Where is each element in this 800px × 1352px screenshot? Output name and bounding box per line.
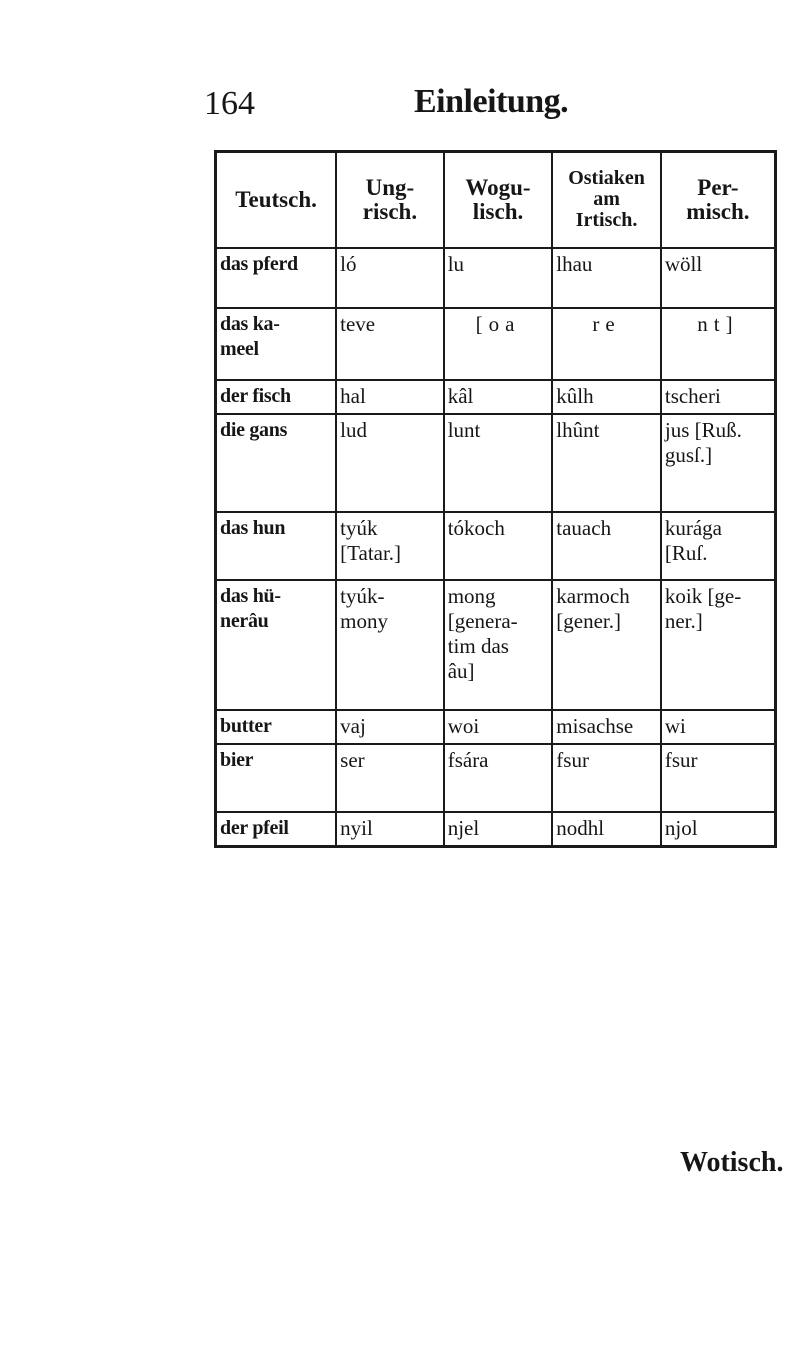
- cell-wogulisch: tókoch: [444, 512, 553, 580]
- cell-ungrisch: hal: [336, 380, 444, 414]
- vocabulary-table: [214, 150, 777, 848]
- cell-german: der fisch: [216, 380, 337, 414]
- running-head: Einleitung.: [414, 83, 569, 120]
- cell-ungrisch: tyúk [Tatar.]: [336, 512, 444, 580]
- header-wogulisch: [444, 152, 553, 248]
- cell-ungrisch: tyúk- mony: [336, 580, 444, 710]
- table-row: [216, 512, 776, 580]
- table-row: [216, 248, 776, 308]
- cell-german: bier: [216, 744, 337, 812]
- cell-wogulisch: [oa: [444, 308, 553, 380]
- cell-wogulisch: njel: [444, 812, 553, 847]
- cell-ungrisch: teve: [336, 308, 444, 380]
- table-row: [216, 380, 776, 414]
- header-teutsch: [216, 152, 337, 248]
- header-ungrisch-label: Ung- risch.: [362, 174, 418, 224]
- cell-permisch: fsur: [661, 744, 776, 812]
- cell-wogulisch: mong [genera- tim das âu]: [444, 580, 553, 710]
- cell-permisch: nt]: [661, 308, 776, 380]
- cell-german: der pfeil: [216, 812, 337, 847]
- cell-permisch: kurága [Ruſ.: [661, 512, 776, 580]
- cell-permisch: wöll: [661, 248, 776, 308]
- cell-permisch: wi: [661, 710, 776, 744]
- cell-ostiaken: tauach: [552, 512, 661, 580]
- catchword: Wotisch.: [680, 1147, 784, 1178]
- cell-ostiaken: re: [552, 308, 661, 380]
- cell-ostiaken: misachse: [552, 710, 661, 744]
- header-ostiaken: [552, 152, 661, 248]
- table-row: [216, 580, 776, 710]
- cell-german: das pferd: [216, 248, 337, 308]
- cell-ungrisch: vaj: [336, 710, 444, 744]
- cell-wogulisch: woi: [444, 710, 553, 744]
- cell-ostiaken: lhau: [552, 248, 661, 308]
- cell-permisch: jus [Ruß. gusſ.]: [661, 414, 776, 512]
- header-ungrisch: [336, 152, 444, 248]
- cell-german: das ka- meel: [216, 308, 337, 380]
- cell-ostiaken: kûlh: [552, 380, 661, 414]
- cell-permisch: tscheri: [661, 380, 776, 414]
- table-row: [216, 414, 776, 512]
- table-row: [216, 744, 776, 812]
- header-ostiaken-label: Ostiaken am Irtisch.: [568, 167, 645, 232]
- header-permisch: [661, 152, 776, 248]
- cell-ungrisch: ló: [336, 248, 444, 308]
- header-permisch-label: Per- misch.: [686, 174, 750, 224]
- cell-ungrisch: nyil: [336, 812, 444, 847]
- cell-german: das hun: [216, 512, 337, 580]
- cell-ostiaken: karmoch [gener.]: [552, 580, 661, 710]
- cell-permisch: njol: [661, 812, 776, 847]
- cell-ostiaken: fsur: [552, 744, 661, 812]
- cell-wogulisch: fsára: [444, 744, 553, 812]
- cell-ungrisch: ser: [336, 744, 444, 812]
- header-wogulisch-label: Wogu- lisch.: [465, 174, 531, 224]
- cell-german: die gans: [216, 414, 337, 512]
- cell-wogulisch: lunt: [444, 414, 553, 512]
- cell-wogulisch: lu: [444, 248, 553, 308]
- table-header-row: [216, 152, 776, 248]
- header-teutsch-label: Teutsch.: [235, 186, 317, 212]
- page-number: 164: [204, 85, 255, 122]
- cell-wogulisch: kâl: [444, 380, 553, 414]
- cell-ostiaken: lhûnt: [552, 414, 661, 512]
- cell-permisch: koik [ge- ner.]: [661, 580, 776, 710]
- table-row: [216, 710, 776, 744]
- cell-ungrisch: lud: [336, 414, 444, 512]
- cell-german: butter: [216, 710, 337, 744]
- cell-ostiaken: nodhl: [552, 812, 661, 847]
- table-row: [216, 812, 776, 847]
- cell-german: das hü- nerâu: [216, 580, 337, 710]
- table-row: [216, 308, 776, 380]
